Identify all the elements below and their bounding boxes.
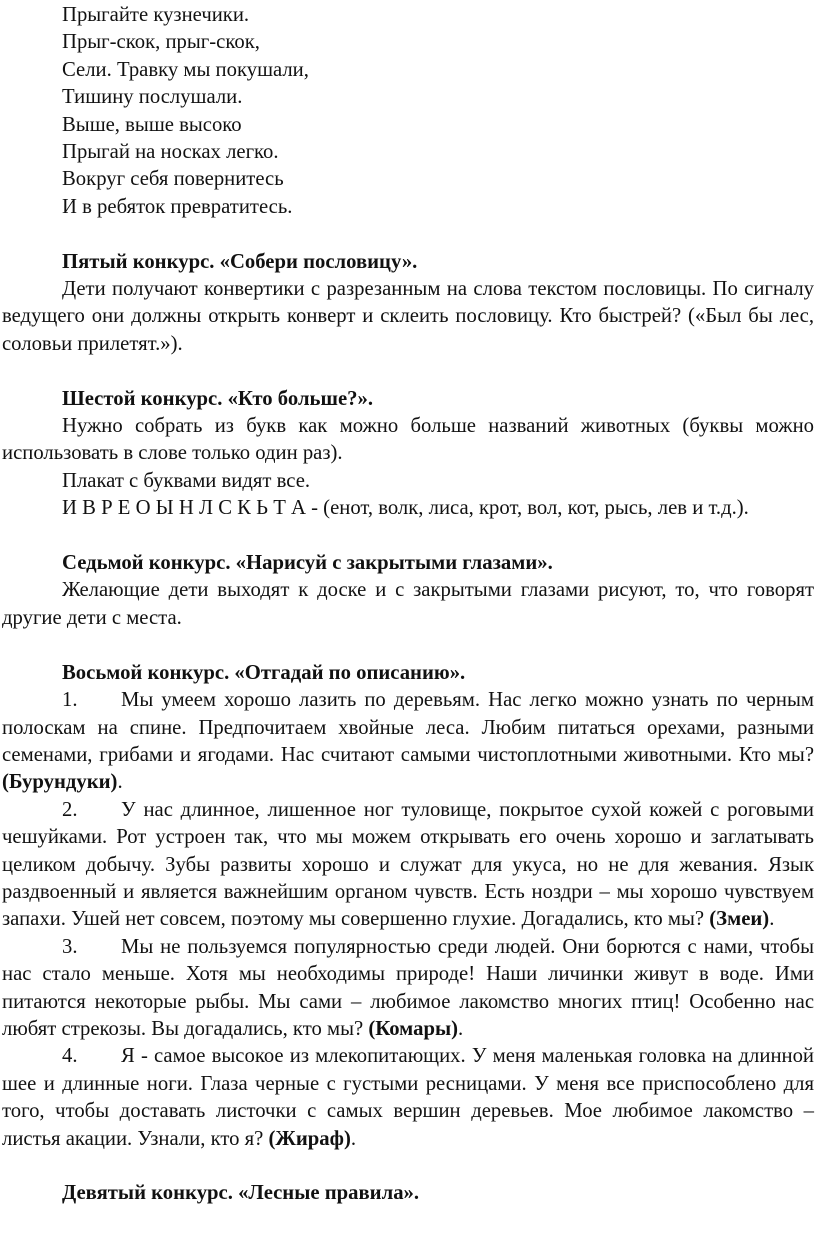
- poem-line: Выше, выше высоко: [62, 113, 242, 136]
- riddle-end: .: [769, 908, 775, 931]
- contest-6-letters: И В Р Е О Ы Н Л С К Ь Т А - (енот, волк, лиса, крот, вол, кот, рысь, лев и т.д.).: [62, 497, 749, 520]
- spacer: [2, 1153, 814, 1180]
- riddle-number: 2.: [62, 798, 78, 821]
- riddle-answer: (Бурундуки): [2, 771, 118, 794]
- riddle-number: 3.: [62, 935, 78, 958]
- contest-8-title: Восьмой конкурс. «Отгадай по описанию».: [62, 661, 466, 684]
- spacer: [2, 358, 814, 385]
- contest-5-title: Пятый конкурс. «Собери пословицу».: [62, 250, 418, 273]
- contest-7-title: Седьмой конкурс. «Нарисуй с закрытыми глазами».: [62, 552, 553, 575]
- riddle-end: .: [350, 1127, 357, 1150]
- contest-9-title: Девятый конкурс. «Лесные правила».: [62, 1182, 420, 1205]
- riddle-item: [2, 797, 814, 934]
- contest-6-title: Шестой конкурс. «Кто больше?».: [62, 387, 373, 410]
- riddle-number: 4.: [62, 1045, 78, 1068]
- riddle-answer: (Змеи): [709, 908, 770, 931]
- riddle-text: Мы умеем хорошо лазить по деревьям. Нас легко можно узнать по черным полоскам на спине. Предпочитаем хвойные леса. Любим питаться орехами, разными семенами, грибами и ягодами. Нас считают самыми чистоплотными животными. Кто мы?: [2, 689, 814, 766]
- spacer: [2, 632, 814, 659]
- riddle-item: [2, 934, 814, 1044]
- contest-6-text: Плакат с буквами видят все.: [62, 469, 311, 492]
- riddle-text: У нас длинное, лишенное ног туловище, покрытое сухой кожей с роговыми чешуйками. Рот устроен так, что мы можем открывать его очень хорошо и заглатывать целиком добычу. Зубы развиты хорошо и служат для укуса, но не для жевания. Язык раздвоенный и является важнейшим органом чувств. Есть ноздри – мы хорошо чувствуем запахи. Ушей нет совсем, поэтому мы совершенно глухие. Догадались, кто мы?: [2, 798, 814, 931]
- riddle-answer: (Жираф): [268, 1127, 351, 1150]
- poem: [2, 2, 814, 221]
- poem-line: И в ребяток превратитесь.: [62, 195, 293, 218]
- poem-line: Прыгай на носках легко.: [62, 141, 279, 164]
- poem-line: Тишину послушали.: [62, 86, 243, 109]
- spacer: [2, 221, 814, 248]
- riddle-end: .: [458, 1017, 464, 1040]
- poem-line: Вокруг себя повернитесь: [62, 168, 284, 191]
- riddle-item: [2, 687, 814, 797]
- poem-line: Сели. Травку мы покушали,: [62, 58, 309, 81]
- riddle-end: .: [117, 771, 123, 794]
- poem-line: Прыг-скок, прыг-скок,: [62, 31, 260, 54]
- riddle-text: Я - самое высокое из млекопитающих. У меня маленькая головка на длинной шее и длинные ноги. Глаза черные с густыми ресницами. У меня все приспособлено для того, чтобы доставать листочки с самых вершин деревьев. Мое любимое лакомство – листья акации. Узнали, кто я?: [2, 1045, 814, 1150]
- riddle-answer: (Комары): [368, 1017, 458, 1040]
- contest-7-text: Желающие дети выходят к доске и с закрытыми глазами рисуют, то, что говорят другие дети с места.: [2, 579, 814, 629]
- riddle-text: Мы не пользуемся популярностью среди людей. Они борются с нами, чтобы нас стало меньше. Хотя мы необходимы природе! Наши личинки живут в воде. Ими питаются некоторые рыбы. Мы сами – любимое лакомство многих птиц! Особенно нас любят стрекозы. Вы догадались, кто мы?: [2, 935, 814, 1040]
- riddle-number: 1.: [62, 689, 78, 712]
- contest-6-text: Нужно собрать из букв как можно больше названий животных (буквы можно использовать в слове только один раз).: [2, 415, 814, 465]
- riddle-item: [2, 1043, 814, 1153]
- spacer: [2, 523, 814, 550]
- poem-line: Прыгайте кузнечики.: [62, 4, 250, 26]
- contest-5-text: Дети получают конвертики с разрезанным на слова текстом пословицы. По сигналу ведущего они должны открыть конверт и склеить пословицу. Кто быстрей? («Был бы лес, соловьи прилетят.»).: [2, 278, 814, 355]
